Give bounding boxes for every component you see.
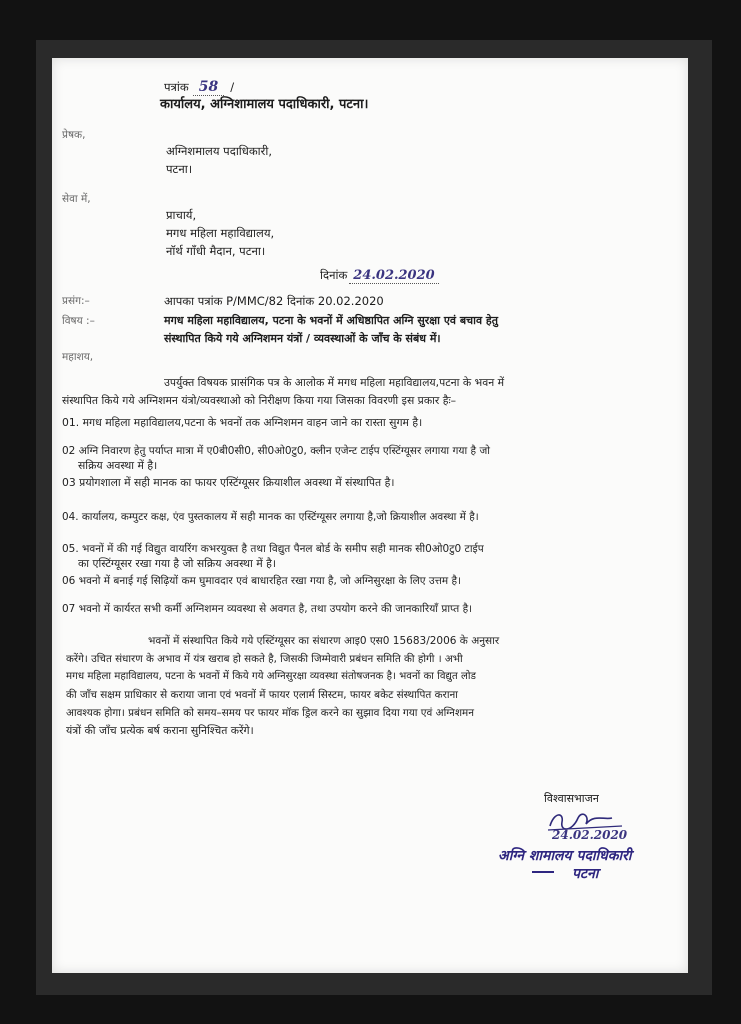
closing-line-3: मगध महिला महाविद्यालय, पटना के भवनों में किये गये अग्निसुरक्षा व्यवस्था संतोषजनक है। भवनों का विद्युत लोड <box>66 671 476 682</box>
letter-number-label: पत्रांक <box>164 80 189 94</box>
point-item: 01. मगध महिला महाविद्यालय,पटना के भवनों तक अग्निशमन वाहन जाने का रास्ता सुगम है। <box>62 416 423 429</box>
reference-label: प्रसंग:– <box>62 295 90 307</box>
closing-line-5: आवश्यक होगा। प्रबंधन समिति को समय–समय पर फायर मॉक ड्रिल करने का सुझाव दिया गया एवं अग्निशमन <box>66 707 474 719</box>
reference-text: आपका पत्रांक P/MMC/82 दिनांक 20.02.2020 <box>164 294 384 308</box>
point-item: 06 भवनो में बनाई गई सिढ़ियों कम घुमावदार एवं बाधारहित रखा गया है, जो अग्निसुरक्षा के लिए उत्तम है। <box>62 575 462 587</box>
point-item: 07 भवनो में कार्यरत सभी कर्मी अग्निशमन व्यवस्था से अवगत है, तथा उपयोग करने की जानकारियाँ प्राप्त है। <box>62 603 473 615</box>
point-item: 05. भवनों में की गई विद्युत वायरिंग कभरयुक्त है तथा विद्युत पैनल बोर्ड के समीप सही मानक सी0ओ0टु0 टाईप <box>62 543 484 555</box>
officer-stamp-location: पटना <box>572 866 599 882</box>
intro-line-2: संस्थापित किये गये अग्निशमन यंत्रो/व्यवस्थाओ को निरीक्षण किया गया जिसका विवरणी इस प्रकार हैः– <box>62 394 457 407</box>
subject-line-2: संस्थापित किये गये अग्निशमन यंत्रों / व्यवस्थाओं के जाँच के संबंध में। <box>164 332 441 345</box>
letter-number <box>164 80 234 94</box>
stamp-dash <box>532 871 554 873</box>
date-value: 24.02.2020 <box>349 268 438 284</box>
recipient-line-2: मगध महिला महाविद्यालय, <box>166 226 275 240</box>
sender-label: प्रेषक, <box>62 129 86 141</box>
closing-line-1: भवनों में संस्थापित किये गये एस्टिंग्यूसर का संधारण आइ0 एस0 15683/2006 के अनुसार <box>148 635 500 647</box>
date-label: दिनांक <box>320 268 348 282</box>
point-item-continued: का एस्टिंग्यूसर रखा गया है जो सक्रिय अवस्था में है। <box>78 557 276 570</box>
recipient-line-1: प्राचार्य, <box>166 208 197 222</box>
closing-line-6: यंत्रों की जाँच प्रत्येक बर्ष कराना सुनिश्चित करेंगे। <box>66 724 254 737</box>
intro-line-1: उपर्युक्त विषयक प्रासंगिक पत्र के आलोक में मगध महिला महाविद्यालय,पटना के भवन में <box>164 376 505 389</box>
office-title: कार्यालय, अग्निशामालय पदाधिकारी, पटना। <box>160 97 369 112</box>
signature-date: 24.02.2020 <box>552 828 628 842</box>
closing-line-2: करेंगे। उचित संधारण के अभाव में यंत्र खराब हो सकते है, जिसकी जिम्मेवारी प्रबंधन समिति की होगी । अभी <box>66 653 463 665</box>
sender-line-1: अग्निशमालय पदाधिकारी, <box>166 144 272 158</box>
point-item: 04. कार्यालय, कम्पुटर कक्ष, एंव पुस्तकालय में सही मानक का एस्टिंग्यूसर लगाया है,जो क्रियाशील अवस्था में है। <box>62 511 479 523</box>
letter-number-suffix: / <box>230 80 235 94</box>
point-item: 03 प्रयोगशाला में सही मानक का फायर एस्टिंग्यूसर क्रियाशील अवस्था में संस्थापित है। <box>62 476 395 489</box>
subject-line-1: मगध महिला महाविद्यालय, पटना के भवनों में अधिष्ठापित अग्नि सुरक्षा एवं बचाव हेतु <box>164 314 499 327</box>
sender-line-2: पटना। <box>166 162 193 176</box>
recipient-line-3: नॉर्थ गाँधी मैदान, पटना। <box>166 244 266 258</box>
yours-faithfully: विश्वासभाजन <box>544 792 599 805</box>
recipient-label: सेवा में, <box>62 193 91 205</box>
letter-date <box>320 268 439 283</box>
officer-stamp-title: अग्नि शामालय पदाधिकारी <box>498 848 632 864</box>
letter-number-value: 58 <box>193 79 224 96</box>
subject-label: विषय :– <box>62 315 95 327</box>
closing-line-4: की जाँच सक्षम प्राधिकार से कराया जाना एवं भवनों में फायर एलार्म सिस्टम, फायर बकेट संस्थापित कराना <box>66 689 459 701</box>
letter-document <box>52 58 688 973</box>
point-item-continued: सक्रिय अवस्था में है। <box>78 459 158 472</box>
point-item: 02 अग्नि निवारण हेतु पर्याप्त मात्रा में ए0बी0सी0, सी0ओ0टु0, क्लीन एजेन्ट टाईप एस्टिंग्यूसर लगाया गया है जो <box>62 445 490 457</box>
salutation: महाशय, <box>62 351 94 363</box>
